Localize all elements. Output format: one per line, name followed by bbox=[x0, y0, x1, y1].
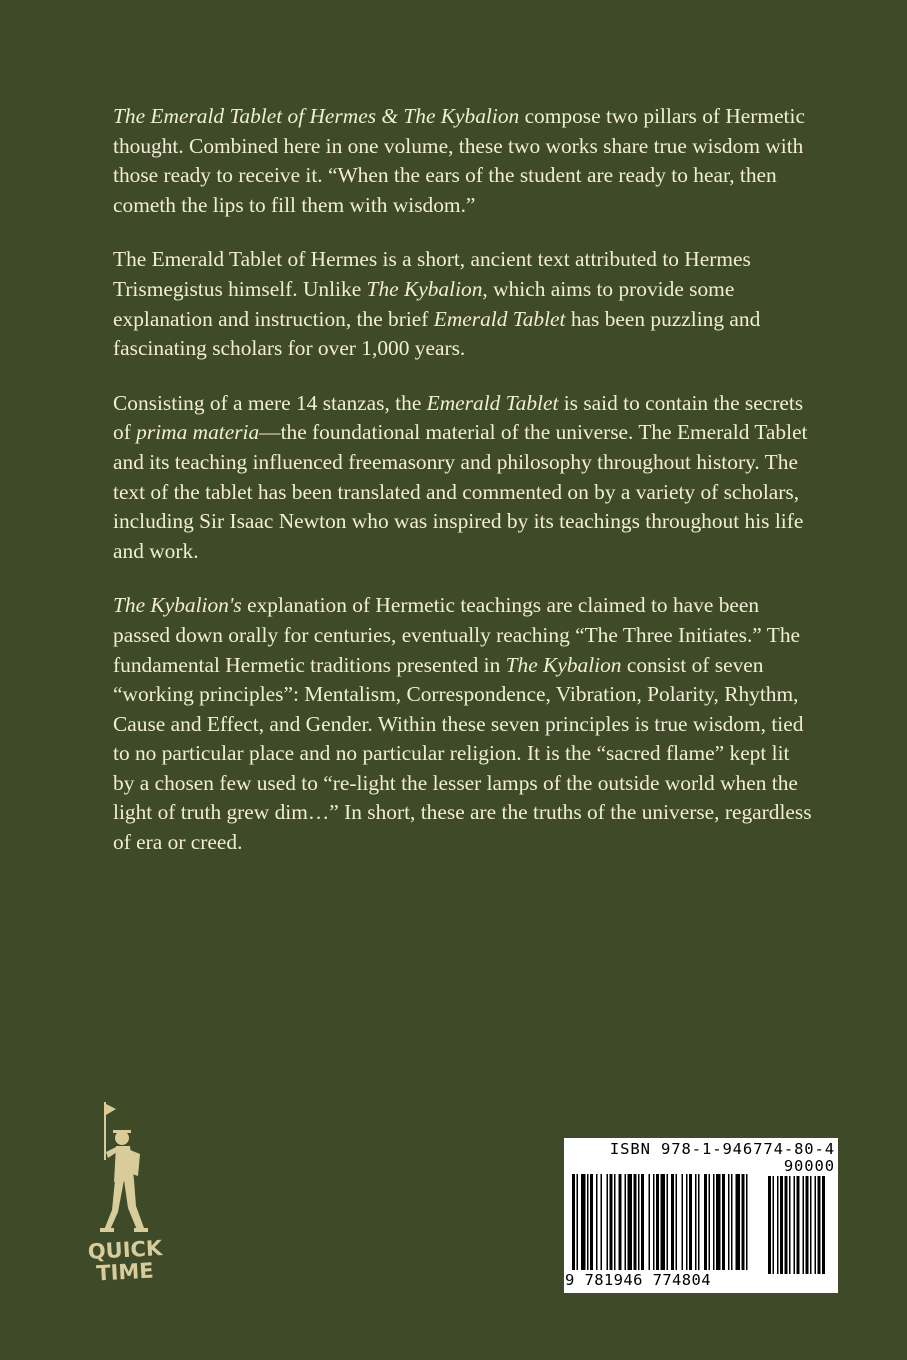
barcode-addon-bar bbox=[789, 1176, 791, 1274]
barcode-addon-bar bbox=[780, 1176, 783, 1274]
barcode-bar bbox=[709, 1174, 711, 1270]
italic-title: Emerald Tablet bbox=[433, 306, 566, 331]
barcode-bar bbox=[619, 1174, 622, 1270]
barcode-bar bbox=[722, 1174, 725, 1270]
barcode-addon-bar bbox=[806, 1176, 809, 1274]
italic-title: The Kybalion bbox=[505, 652, 622, 677]
barcode-addon-bar bbox=[777, 1176, 779, 1274]
book-titles: The Emerald Tablet of Hermes & The Kybalion bbox=[113, 104, 520, 128]
paragraph-text: compose two pillars of Hermetic thought. Combined here in one volume, these two works share true wisdom with those ready to receive it. “When the ears of the student are ready to hear, then cometh the lips to fill them with wisdom.” bbox=[113, 104, 805, 217]
publisher-name-time: TIME bbox=[95, 1258, 155, 1286]
paragraph-text: consist of seven “working principles”: Mentalism, Correspondence, Vibration, Polarity, Rhythm, Cause and Effect, and Gender. Within these seven principles is true wisdom, tied to no particular place and no particular religion. It is the “sacred flame” kept lit by a chosen few used to “re-light the lesser lamps of the outside world when the light of truth grew dim…” In short, these are the truths of the universe, regardless of era or creed. bbox=[113, 652, 812, 855]
barcode-bar bbox=[731, 1174, 733, 1270]
barcode-bar bbox=[596, 1174, 598, 1270]
barcode-bar bbox=[625, 1174, 627, 1270]
barcode-bar bbox=[686, 1174, 688, 1270]
barcode-bar bbox=[572, 1174, 575, 1270]
barcode-bar bbox=[649, 1174, 651, 1270]
barcode-bar bbox=[656, 1174, 659, 1270]
paragraph-text: Consisting of a mere 14 stanzas, the bbox=[113, 390, 427, 415]
paragraph-text: —the foundational material of the universe. The Emerald Tablet and its teaching influenced freemasonry and philosophy throughout history. The text of the tablet has been translated and commented on by a variety of scholars, including Sir Isaac Newton who was inspired by its teachings throughout his life and work. bbox=[113, 420, 808, 563]
barcode-bar bbox=[716, 1174, 721, 1270]
barcode-addon-bar bbox=[794, 1176, 796, 1274]
barcode-bars bbox=[572, 1174, 834, 1274]
paragraph-text: is said to contain the secrets of bbox=[113, 390, 804, 445]
barcode-digits: 9 781946 774804 bbox=[565, 1271, 711, 1289]
publisher-name-quick: QUICK bbox=[87, 1236, 163, 1264]
barcode-bar bbox=[641, 1174, 644, 1270]
walking-figure-icon bbox=[84, 1100, 166, 1240]
barcode-bar bbox=[713, 1174, 715, 1270]
barcode-bar bbox=[742, 1174, 745, 1270]
barcode-addon-bar bbox=[810, 1176, 812, 1274]
barcode-bar bbox=[653, 1174, 655, 1270]
isbn-barcode bbox=[564, 1138, 838, 1293]
barcode-bar bbox=[601, 1174, 603, 1270]
barcode-bar bbox=[671, 1174, 674, 1270]
barcode-bar bbox=[704, 1174, 707, 1270]
publisher-logo bbox=[84, 1100, 166, 1300]
barcode-bar bbox=[689, 1174, 692, 1270]
barcode-bar bbox=[676, 1174, 678, 1270]
barcode-bar bbox=[736, 1174, 741, 1270]
paragraph-text: explanation of Hermetic teachings are claimed to have been passed down orally for centuries, eventually reaching “The Three Initiates.” The fundamental Hermetic traditions presented in bbox=[113, 593, 801, 677]
barcode-bar bbox=[634, 1174, 637, 1270]
italic-title: The Kybalion bbox=[366, 276, 483, 301]
barcode-bar bbox=[577, 1174, 579, 1270]
blurb-paragraph-3 bbox=[113, 389, 813, 567]
italic-term: prima materia bbox=[136, 420, 260, 445]
barcode-bar bbox=[581, 1174, 586, 1270]
barcode-addon-bar bbox=[773, 1176, 775, 1274]
paragraph-text: The Emerald Tablet of Hermes is a short, ancient text attributed to Hermes Trismegistus himself. Unlike bbox=[113, 247, 751, 301]
isbn-label: ISBN 978-1-946774-80-4 bbox=[609, 1140, 835, 1158]
barcode-bar bbox=[587, 1174, 589, 1270]
blurb-paragraph-2 bbox=[113, 245, 813, 363]
barcode-bar bbox=[728, 1174, 730, 1270]
barcode-bar bbox=[682, 1174, 684, 1270]
barcode-bar bbox=[607, 1174, 609, 1270]
barcode-addon-bar bbox=[803, 1176, 805, 1274]
barcode-bar bbox=[667, 1174, 669, 1270]
barcode-bar bbox=[590, 1174, 593, 1270]
barcode-addon-bar bbox=[815, 1176, 817, 1274]
barcode-bar bbox=[614, 1174, 616, 1270]
barcode-bar bbox=[610, 1174, 613, 1270]
paragraph-text: has been puzzling and fascinating scholars for over 1,000 years. bbox=[113, 306, 761, 361]
barcode-bar bbox=[695, 1174, 697, 1270]
paragraph-text: , which aims to provide some explanation and instruction, the brief bbox=[113, 276, 735, 331]
barcode-addon-bar bbox=[768, 1176, 771, 1274]
barcode-addon-bar bbox=[818, 1176, 821, 1274]
italic-title: Emerald Tablet bbox=[426, 390, 559, 415]
blurb-paragraph-4 bbox=[113, 591, 813, 857]
barcode-bar bbox=[698, 1174, 700, 1270]
price-code: 90000 bbox=[783, 1157, 835, 1175]
barcode-bar bbox=[661, 1174, 666, 1270]
barcode-addon-bar bbox=[822, 1176, 825, 1274]
barcode-bar bbox=[746, 1174, 748, 1270]
italic-title: The Kybalion's bbox=[113, 593, 242, 618]
barcode-bar bbox=[628, 1174, 633, 1270]
blurb-paragraph-1 bbox=[113, 102, 813, 220]
barcode-addon-bar bbox=[797, 1176, 800, 1274]
blurb-text bbox=[113, 102, 813, 883]
barcode-bar bbox=[638, 1174, 640, 1270]
barcode-addon-bar bbox=[785, 1176, 788, 1274]
